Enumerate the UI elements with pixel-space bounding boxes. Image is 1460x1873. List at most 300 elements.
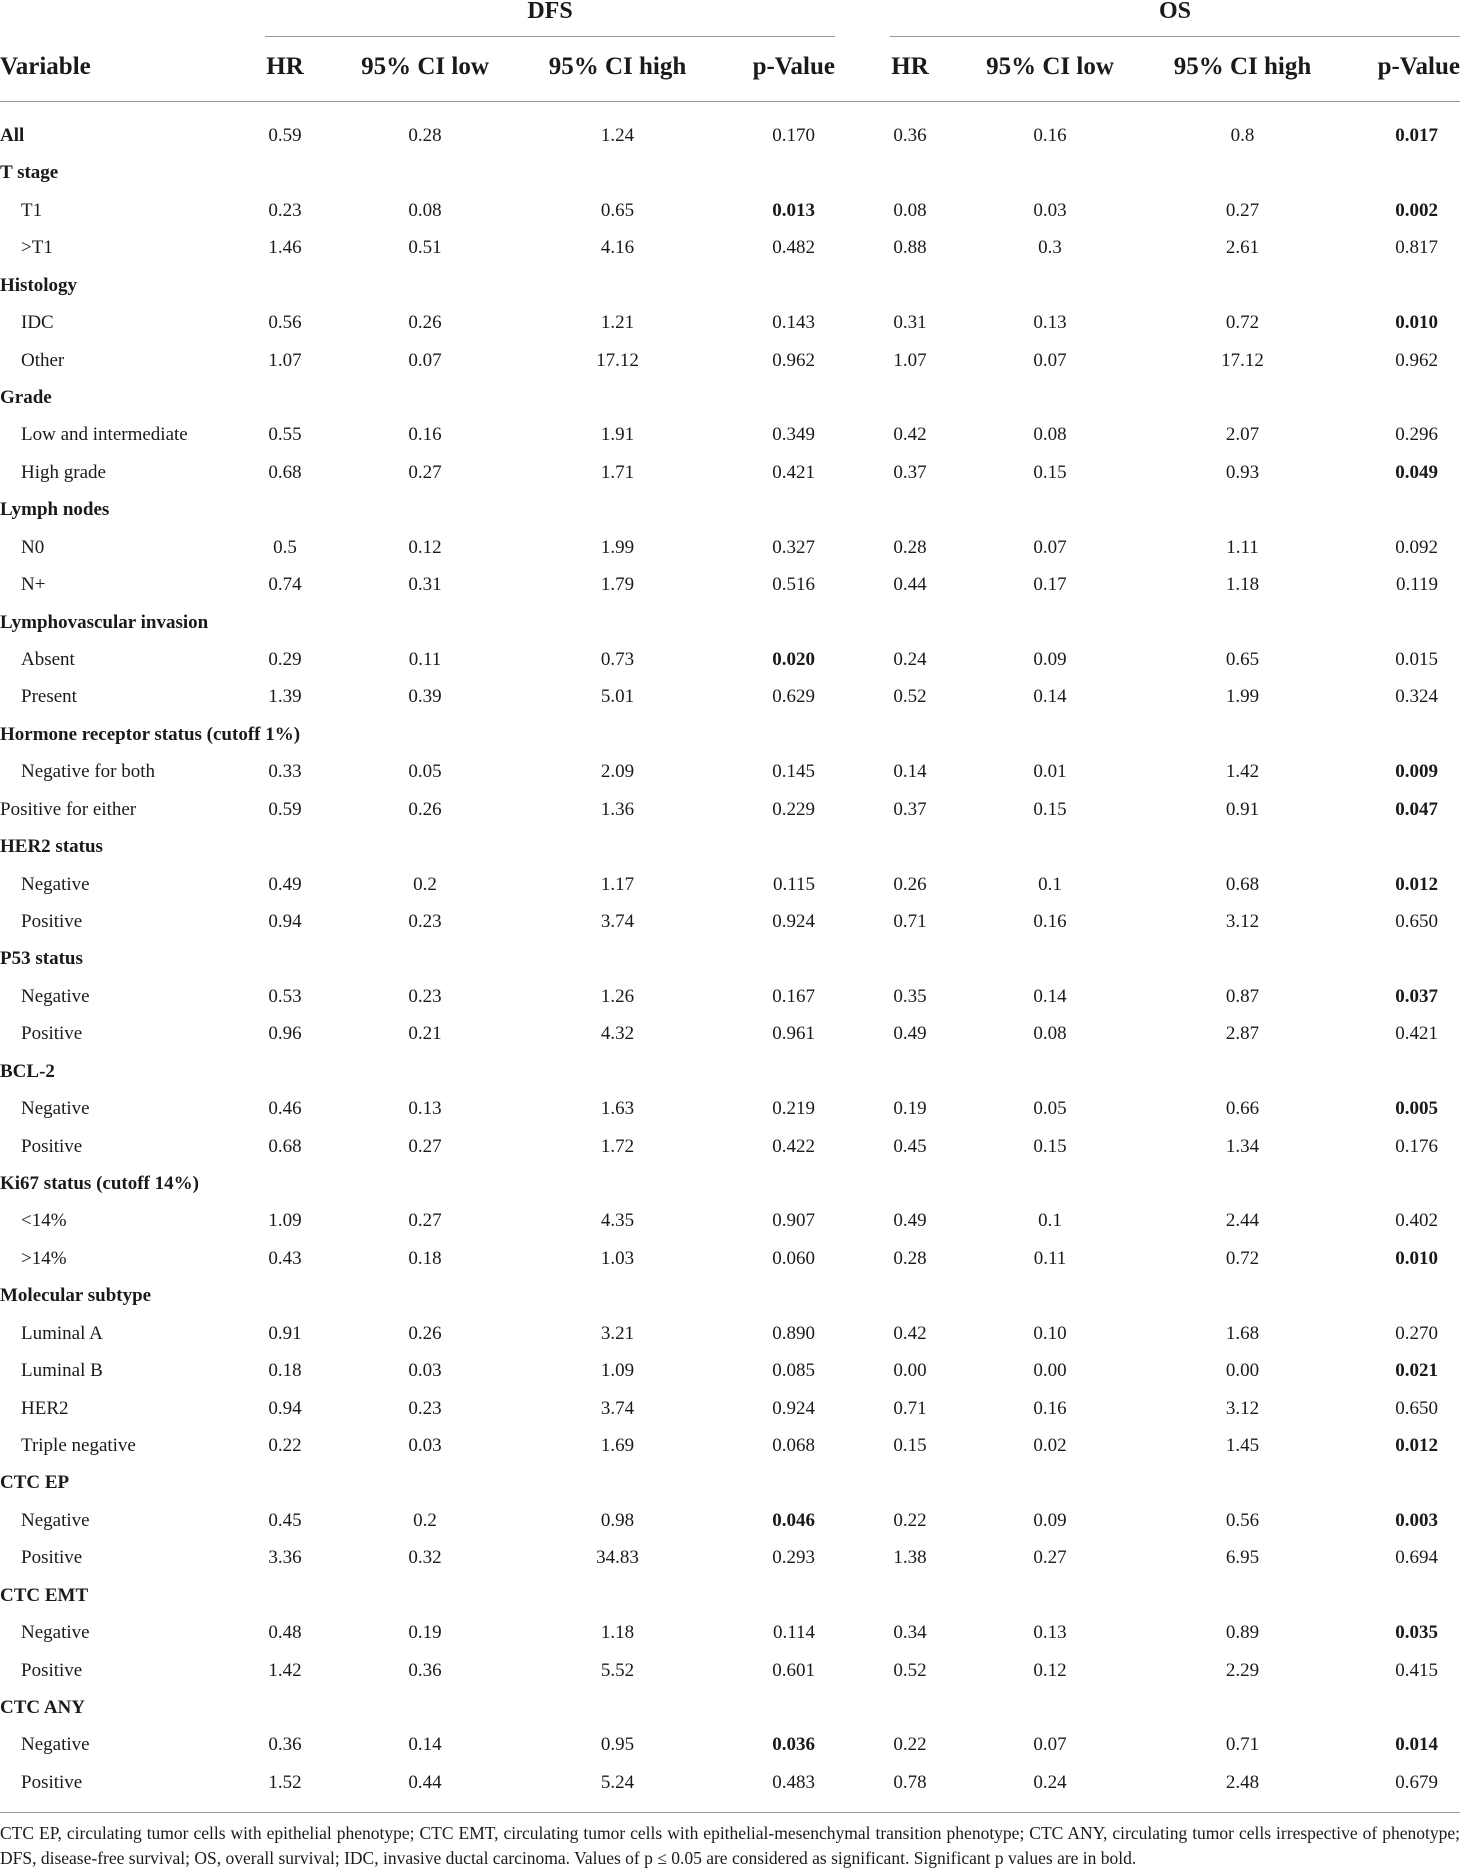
- table-row: [0, 1202, 1460, 1239]
- dfs-hr-cell: 0.33: [268, 761, 302, 783]
- os-p-value-cell: 0.176: [1395, 1135, 1438, 1157]
- row-label: Present: [21, 686, 77, 708]
- dfs-hr-cell: 0.22: [268, 1435, 302, 1457]
- dfs-hr-cell: 0.94: [268, 1397, 302, 1419]
- row-label: P53 status: [0, 948, 83, 970]
- dfs-p-value-cell: 0.167: [772, 985, 815, 1007]
- row-label: Luminal B: [21, 1360, 103, 1382]
- dfs-ci-high-cell: 1.91: [600, 424, 635, 446]
- dfs-ci-high-cell: 1.71: [600, 461, 635, 483]
- dfs-hr-cell: 0.53: [268, 985, 302, 1007]
- dfs-ci-high-cell: 0.73: [600, 649, 635, 671]
- dfs-ci-low-cell: 0.23: [408, 1397, 442, 1419]
- row-label: T1: [21, 199, 43, 221]
- os-ci-low-cell: 0.15: [1033, 1135, 1067, 1157]
- os-ci-high-cell: 0.65: [1225, 649, 1260, 671]
- dfs-p-value-cell: 0.349: [772, 424, 815, 446]
- dfs-ci-low-cell: 0.36: [408, 1659, 442, 1681]
- dfs-ci-low-cell: 0.26: [408, 312, 442, 334]
- dfs-ci-high-cell: 1.99: [600, 536, 635, 558]
- dfs-hr-cell: 0.48: [268, 1622, 302, 1644]
- os-p-value-cell: 0.402: [1395, 1210, 1438, 1232]
- os-hr-cell: 0.14: [893, 761, 927, 783]
- table-row: [0, 379, 1460, 416]
- os-ci-low-cell: 0.12: [1033, 1659, 1067, 1681]
- table-row: [0, 416, 1460, 453]
- table-row: [0, 529, 1460, 566]
- os-ci-low-cell: 0.07: [1033, 349, 1067, 371]
- row-label: Negative: [21, 1622, 90, 1644]
- os-hr-cell: 0.22: [893, 1734, 927, 1756]
- row-label: T stage: [0, 162, 59, 184]
- dfs-hr-cell: 1.39: [268, 686, 302, 708]
- row-label: IDC: [21, 312, 54, 334]
- row-label: BCL-2: [0, 1060, 55, 1082]
- dfs-ci-high-cell: 5.24: [600, 1771, 635, 1793]
- os-ci-low-cell: 0.14: [1033, 985, 1067, 1007]
- os-p-value-cell: 0.017: [1395, 125, 1438, 146]
- os-ci-low-cell: 0.08: [1033, 1023, 1067, 1045]
- os-ci-low-cell: 0.10: [1033, 1322, 1067, 1344]
- dfs-ci-high-cell: 5.52: [600, 1659, 635, 1681]
- os-ci-low-cell: 0.1: [1038, 873, 1062, 895]
- column-header-os-hr: HR: [891, 53, 929, 80]
- row-label: HER2 status: [0, 836, 103, 858]
- dfs-ci-low-cell: 0.27: [408, 461, 442, 483]
- dfs-ci-low-cell: 0.27: [408, 1135, 442, 1157]
- dfs-p-value-cell: 0.907: [772, 1210, 815, 1232]
- dfs-ci-high-cell: 5.01: [600, 686, 635, 708]
- dfs-p-value-cell: 0.145: [772, 761, 815, 783]
- table-bottom-rule: [0, 1812, 1460, 1813]
- row-label: Negative: [21, 1509, 90, 1531]
- dfs-ci-low-cell: 0.27: [408, 1210, 442, 1232]
- dfs-p-value-cell: 0.020: [772, 649, 815, 671]
- table-row: [0, 1090, 1460, 1127]
- dfs-ci-high-cell: 1.69: [600, 1435, 635, 1457]
- dfs-ci-low-cell: 0.44: [408, 1771, 442, 1793]
- dfs-ci-high-cell: 34.83: [596, 1547, 639, 1569]
- dfs-hr-cell: 1.07: [268, 349, 302, 371]
- row-label: Lymphovascular invasion: [0, 611, 209, 633]
- os-hr-cell: 0.42: [893, 1322, 927, 1344]
- os-ci-low-cell: 0.24: [1033, 1771, 1067, 1793]
- os-hr-cell: 0.26: [893, 873, 927, 895]
- row-label: Ki67 status (cutoff 14%): [0, 1173, 199, 1195]
- table-row: [0, 903, 1460, 940]
- os-p-value-cell: 0.415: [1395, 1659, 1438, 1681]
- os-ci-high-cell: 2.48: [1225, 1771, 1260, 1793]
- dfs-ci-high-cell: 1.79: [600, 574, 635, 596]
- os-hr-cell: 0.45: [893, 1135, 927, 1157]
- row-label: Absent: [21, 649, 75, 671]
- row-label: Positive: [21, 911, 83, 933]
- dfs-hr-cell: 0.56: [268, 312, 302, 334]
- table-row: [0, 1539, 1460, 1576]
- dfs-ci-high-cell: 2.09: [600, 761, 635, 783]
- table-row: [0, 229, 1460, 266]
- os-p-value-cell: 0.962: [1395, 349, 1438, 371]
- os-ci-low-cell: 0.09: [1033, 1509, 1067, 1531]
- dfs-hr-cell: 1.42: [268, 1659, 302, 1681]
- table-row: [0, 566, 1460, 603]
- dfs-ci-low-cell: 0.21: [408, 1023, 442, 1045]
- row-label: Triple negative: [21, 1435, 136, 1457]
- row-label: >T1: [21, 237, 53, 259]
- dfs-hr-cell: 0.74: [268, 574, 302, 596]
- dfs-p-value-cell: 0.327: [772, 536, 815, 558]
- row-label: Positive: [21, 1771, 83, 1793]
- dfs-p-value-cell: 0.219: [772, 1098, 815, 1120]
- os-hr-cell: 0.49: [893, 1023, 927, 1045]
- row-label: N+: [21, 574, 46, 596]
- table-row: [0, 1277, 1460, 1314]
- os-ci-low-cell: 0.15: [1033, 461, 1067, 483]
- os-ci-low-cell: 0.01: [1033, 761, 1067, 783]
- os-ci-high-cell: 3.12: [1225, 911, 1260, 933]
- dfs-group-header: DFS: [265, 0, 835, 37]
- column-header-os-ci-low: 95% CI low: [986, 53, 1114, 80]
- column-header-dfs-ci-high: 95% CI high: [548, 53, 687, 80]
- dfs-ci-low-cell: 0.23: [408, 911, 442, 933]
- os-ci-low-cell: 0.07: [1033, 1734, 1067, 1756]
- os-ci-high-cell: 0.72: [1225, 312, 1260, 334]
- dfs-p-value-cell: 0.516: [772, 574, 815, 596]
- os-ci-low-cell: 0.15: [1033, 798, 1067, 820]
- table-row: [0, 1764, 1460, 1801]
- table-row: [0, 828, 1460, 865]
- os-hr-cell: 0.42: [893, 424, 927, 446]
- os-ci-high-cell: 0.66: [1225, 1098, 1260, 1120]
- os-hr-cell: 0.31: [893, 312, 927, 334]
- os-p-value-cell: 0.679: [1395, 1771, 1438, 1793]
- dfs-p-value-cell: 0.422: [772, 1135, 815, 1157]
- table-row: [0, 1689, 1460, 1726]
- os-ci-high-cell: 1.45: [1225, 1435, 1260, 1457]
- table-row: [0, 678, 1460, 715]
- dfs-ci-low-cell: 0.03: [408, 1435, 442, 1457]
- table-row: [0, 1015, 1460, 1052]
- dfs-ci-low-cell: 0.13: [408, 1098, 442, 1120]
- os-ci-high-cell: 2.44: [1225, 1210, 1260, 1232]
- dfs-p-value-cell: 0.170: [772, 125, 815, 146]
- row-label: Other: [21, 349, 65, 371]
- row-label: Negative: [21, 873, 90, 895]
- table-row: [0, 940, 1460, 977]
- dfs-hr-cell: 0.49: [268, 873, 302, 895]
- os-ci-low-cell: 0.08: [1033, 424, 1067, 446]
- dfs-hr-cell: 0.29: [268, 649, 302, 671]
- os-hr-cell: 0.78: [893, 1771, 927, 1793]
- os-ci-high-cell: 17.12: [1221, 349, 1264, 371]
- os-hr-cell: 0.37: [893, 461, 927, 483]
- os-hr-cell: 0.19: [893, 1098, 927, 1120]
- table-row: [0, 1165, 1460, 1202]
- os-p-value-cell: 0.015: [1395, 649, 1438, 671]
- dfs-ci-low-cell: 0.14: [408, 1734, 442, 1756]
- dfs-hr-cell: 0.59: [268, 798, 302, 820]
- os-group-header: OS: [890, 0, 1460, 37]
- os-hr-cell: 0.44: [893, 574, 927, 596]
- os-hr-cell: 0.49: [893, 1210, 927, 1232]
- row-label: Negative: [21, 985, 90, 1007]
- dfs-hr-cell: 0.59: [268, 125, 302, 146]
- row-label: >14%: [21, 1247, 67, 1269]
- os-ci-high-cell: 2.29: [1225, 1659, 1260, 1681]
- os-hr-cell: 0.00: [893, 1360, 927, 1382]
- dfs-p-value-cell: 0.483: [772, 1771, 815, 1793]
- dfs-p-value-cell: 0.629: [772, 686, 815, 708]
- os-ci-high-cell: 1.42: [1225, 761, 1260, 783]
- os-ci-high-cell: 2.07: [1225, 424, 1260, 446]
- os-ci-low-cell: 0.14: [1033, 686, 1067, 708]
- table-row: [0, 1128, 1460, 1165]
- dfs-ci-low-cell: 0.2: [413, 1509, 437, 1531]
- os-p-value-cell: 0.035: [1395, 1622, 1438, 1644]
- dfs-ci-low-cell: 0.23: [408, 985, 442, 1007]
- os-ci-low-cell: 0.13: [1033, 1622, 1067, 1644]
- os-p-value-cell: 0.650: [1395, 1397, 1438, 1419]
- os-hr-cell: 0.71: [893, 1397, 927, 1419]
- os-p-value-cell: 0.650: [1395, 911, 1438, 933]
- os-ci-low-cell: 0.16: [1033, 125, 1067, 146]
- os-ci-low-cell: 0.16: [1033, 911, 1067, 933]
- row-label: Negative for both: [21, 761, 156, 783]
- table-row: [0, 791, 1460, 828]
- table-row: [0, 117, 1460, 154]
- dfs-hr-cell: 0.5: [273, 536, 297, 558]
- row-label: High grade: [21, 461, 106, 483]
- row-label: HER2: [21, 1397, 69, 1419]
- row-label: Positive: [21, 1023, 83, 1045]
- os-ci-low-cell: 0.02: [1033, 1435, 1067, 1457]
- os-hr-cell: 0.22: [893, 1509, 927, 1531]
- os-hr-cell: 0.36: [893, 125, 927, 146]
- dfs-ci-high-cell: 1.17: [600, 873, 635, 895]
- dfs-ci-high-cell: 1.03: [600, 1247, 635, 1269]
- os-p-value-cell: 0.009: [1395, 761, 1438, 783]
- column-header-os-ci-high: 95% CI high: [1173, 53, 1312, 80]
- row-label: Positive for either: [0, 798, 137, 820]
- os-hr-cell: 0.35: [893, 985, 927, 1007]
- os-p-value-cell: 0.047: [1395, 798, 1438, 820]
- dfs-hr-cell: 0.23: [268, 199, 302, 221]
- dfs-ci-low-cell: 0.28: [408, 125, 442, 146]
- dfs-hr-cell: 0.36: [268, 1734, 302, 1756]
- os-ci-low-cell: 0.3: [1038, 237, 1062, 259]
- os-hr-cell: 0.24: [893, 649, 927, 671]
- dfs-p-value-cell: 0.482: [772, 237, 815, 259]
- dfs-ci-low-cell: 0.32: [408, 1547, 442, 1569]
- os-ci-high-cell: 1.68: [1225, 1322, 1260, 1344]
- dfs-ci-high-cell: 17.12: [596, 349, 639, 371]
- os-ci-high-cell: 1.99: [1225, 686, 1260, 708]
- dfs-hr-cell: 0.94: [268, 911, 302, 933]
- dfs-hr-cell: 0.91: [268, 1322, 302, 1344]
- os-p-value-cell: 0.021: [1395, 1360, 1438, 1382]
- os-p-value-cell: 0.005: [1395, 1098, 1438, 1120]
- dfs-p-value-cell: 0.229: [772, 798, 815, 820]
- dfs-ci-high-cell: 1.26: [600, 985, 635, 1007]
- os-ci-low-cell: 0.11: [1033, 1247, 1067, 1269]
- dfs-p-value-cell: 0.060: [772, 1247, 815, 1269]
- os-ci-high-cell: 1.18: [1225, 574, 1260, 596]
- os-p-value-cell: 0.012: [1395, 873, 1438, 895]
- dfs-ci-high-cell: 1.09: [600, 1360, 635, 1382]
- table-row: [0, 267, 1460, 304]
- dfs-p-value-cell: 0.143: [772, 312, 815, 334]
- row-label: All: [0, 125, 25, 146]
- os-ci-high-cell: 0.56: [1225, 1509, 1260, 1531]
- os-p-value-cell: 0.296: [1395, 424, 1438, 446]
- row-label: CTC EP: [0, 1472, 70, 1494]
- dfs-ci-low-cell: 0.11: [408, 649, 442, 671]
- os-p-value-cell: 0.010: [1395, 1247, 1438, 1269]
- dfs-p-value-cell: 0.114: [772, 1622, 815, 1644]
- dfs-hr-cell: 0.55: [268, 424, 302, 446]
- dfs-ci-high-cell: 1.63: [600, 1098, 635, 1120]
- os-p-value-cell: 0.694: [1395, 1547, 1438, 1569]
- table-row: [0, 1315, 1460, 1352]
- row-label: N0: [21, 536, 45, 558]
- dfs-ci-low-cell: 0.16: [408, 424, 442, 446]
- os-p-value-cell: 0.270: [1395, 1322, 1438, 1344]
- table-row: [0, 1577, 1460, 1614]
- row-label: Positive: [21, 1135, 83, 1157]
- row-label: Negative: [21, 1098, 90, 1120]
- os-ci-low-cell: 0.09: [1033, 649, 1067, 671]
- dfs-ci-high-cell: 3.21: [600, 1322, 635, 1344]
- table-row: [0, 1390, 1460, 1427]
- table-footnote: CTC EP, circulating tumor cells with epithelial phenotype; CTC EMT, circulating tumor cells with epithelial-mesenchymal transition phenotype; CTC ANY, circulating tumor cells irrespective of phenotype; DFS, disease-free survival; OS, overall survival; IDC, invasive ductal carcinoma. Values of p ≤ 0.05 are considered as significant. Significant p values are in bold.: [0, 1823, 1460, 1868]
- os-p-value-cell: 0.817: [1395, 237, 1438, 259]
- os-hr-cell: 0.34: [893, 1622, 927, 1644]
- dfs-ci-high-cell: 3.74: [600, 1397, 635, 1419]
- os-ci-high-cell: 0.87: [1225, 985, 1260, 1007]
- dfs-ci-high-cell: 4.16: [600, 237, 635, 259]
- table-row: [0, 866, 1460, 903]
- dfs-ci-high-cell: 3.74: [600, 911, 635, 933]
- os-p-value-cell: 0.092: [1395, 536, 1438, 558]
- table-row: [0, 753, 1460, 790]
- os-ci-high-cell: 3.12: [1225, 1397, 1260, 1419]
- dfs-p-value-cell: 0.068: [772, 1435, 815, 1457]
- dfs-p-value-cell: 0.046: [772, 1509, 815, 1531]
- os-hr-cell: 0.15: [893, 1435, 927, 1457]
- os-ci-high-cell: 2.87: [1225, 1023, 1260, 1045]
- dfs-p-value-cell: 0.962: [772, 349, 815, 371]
- table-row: [0, 454, 1460, 491]
- row-label: Molecular subtype: [0, 1285, 152, 1307]
- dfs-ci-low-cell: 0.31: [408, 574, 442, 596]
- row-label: Positive: [21, 1547, 83, 1569]
- column-header-dfs-hr: HR: [266, 53, 304, 80]
- dfs-ci-high-cell: 0.95: [600, 1734, 635, 1756]
- table-row: [0, 604, 1460, 641]
- os-ci-high-cell: 0.91: [1225, 798, 1260, 820]
- os-p-value-cell: 0.049: [1395, 461, 1438, 483]
- os-hr-cell: 1.38: [893, 1547, 927, 1569]
- dfs-ci-high-cell: 0.98: [600, 1509, 635, 1531]
- dfs-hr-cell: 1.46: [268, 237, 302, 259]
- os-p-value-cell: 0.324: [1395, 686, 1438, 708]
- os-hr-cell: 0.52: [893, 686, 927, 708]
- os-ci-low-cell: 0.00: [1033, 1360, 1067, 1382]
- dfs-p-value-cell: 0.890: [772, 1322, 815, 1344]
- table-row: [0, 1464, 1460, 1501]
- os-ci-high-cell: 0.27: [1225, 199, 1260, 221]
- dfs-ci-low-cell: 0.03: [408, 1360, 442, 1382]
- os-hr-cell: 0.71: [893, 911, 927, 933]
- os-p-value-cell: 0.010: [1395, 312, 1438, 334]
- table-row: [0, 192, 1460, 229]
- os-p-value-cell: 0.002: [1395, 199, 1438, 221]
- table-row: [0, 1427, 1460, 1464]
- table-row: [0, 491, 1460, 528]
- table-row: [0, 716, 1460, 753]
- os-ci-high-cell: 0.8: [1230, 125, 1255, 146]
- table-row: [0, 978, 1460, 1015]
- os-ci-low-cell: 0.03: [1033, 199, 1067, 221]
- dfs-p-value-cell: 0.924: [772, 1397, 815, 1419]
- dfs-p-value-cell: 0.115: [772, 873, 815, 895]
- os-ci-high-cell: 1.34: [1225, 1135, 1260, 1157]
- os-ci-low-cell: 0.27: [1033, 1547, 1067, 1569]
- os-hr-cell: 0.08: [893, 199, 927, 221]
- dfs-p-value-cell: 0.036: [772, 1734, 815, 1756]
- row-label: Negative: [21, 1734, 90, 1756]
- column-header-variable: Variable: [0, 53, 91, 80]
- os-p-value-cell: 0.003: [1395, 1509, 1438, 1531]
- table-row: [0, 342, 1460, 379]
- dfs-ci-low-cell: 0.07: [408, 349, 442, 371]
- dfs-ci-low-cell: 0.05: [408, 761, 442, 783]
- dfs-ci-low-cell: 0.39: [408, 686, 442, 708]
- table-row: [0, 1652, 1460, 1689]
- row-label: CTC EMT: [0, 1584, 89, 1606]
- dfs-hr-cell: 1.09: [268, 1210, 302, 1232]
- row-label: CTC ANY: [0, 1697, 85, 1719]
- os-ci-low-cell: 0.1: [1038, 1210, 1062, 1232]
- dfs-hr-cell: 0.68: [268, 461, 302, 483]
- column-header-dfs-ci-low: 95% CI low: [361, 53, 489, 80]
- dfs-ci-high-cell: 1.24: [600, 125, 635, 146]
- row-label: Grade: [0, 387, 52, 408]
- dfs-hr-cell: 0.18: [268, 1360, 302, 1382]
- dfs-ci-high-cell: 0.65: [600, 199, 635, 221]
- dfs-p-value-cell: 0.013: [772, 199, 815, 221]
- table-row: [0, 1726, 1460, 1763]
- dfs-p-value-cell: 0.293: [772, 1547, 815, 1569]
- os-p-value-cell: 0.119: [1395, 574, 1438, 596]
- dfs-ci-high-cell: 1.36: [600, 798, 635, 820]
- dfs-hr-cell: 3.36: [268, 1547, 302, 1569]
- table-row: [0, 304, 1460, 341]
- os-ci-high-cell: 0.71: [1225, 1734, 1260, 1756]
- os-ci-high-cell: 0.68: [1225, 873, 1260, 895]
- row-label: Lymph nodes: [0, 499, 110, 521]
- dfs-ci-high-cell: 1.72: [600, 1135, 635, 1157]
- column-header-dfs-p-value: p-Value: [752, 53, 835, 80]
- os-ci-high-cell: 2.61: [1225, 237, 1260, 259]
- os-ci-high-cell: 0.00: [1225, 1360, 1260, 1382]
- table-row: [0, 641, 1460, 678]
- table-row: [0, 1502, 1460, 1539]
- os-p-value-cell: 0.037: [1395, 985, 1438, 1007]
- os-p-value-cell: 0.012: [1395, 1435, 1438, 1457]
- os-hr-cell: 0.28: [893, 1247, 927, 1269]
- row-label: Histology: [0, 274, 78, 296]
